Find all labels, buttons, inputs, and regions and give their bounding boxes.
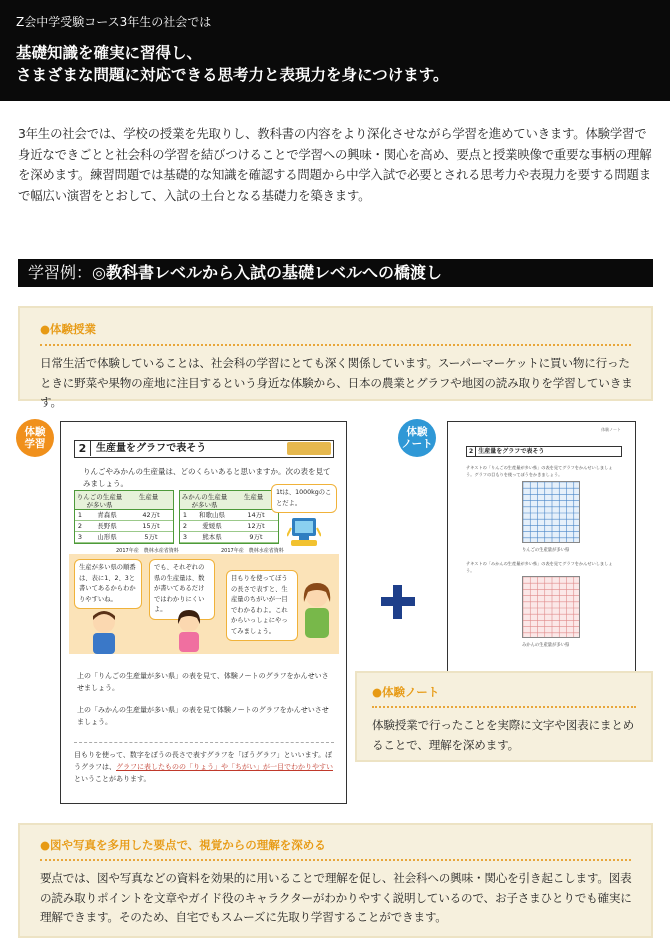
hero-title <box>16 42 654 86</box>
robot-speech-bubble: 1tは、1000kgのことだよ。 <box>271 484 337 513</box>
worksheet-title: 生産量をグラフで表そう <box>96 443 207 454</box>
hero-subtitle: Z会中学受験コース3年生の社会では <box>16 15 212 29</box>
amount-cell: 5万t <box>144 533 158 541</box>
rank-cell: 1 <box>77 511 83 519</box>
hero-banner <box>0 0 670 101</box>
badge-line: 体験 <box>24 426 46 438</box>
worksheet-header <box>74 440 334 458</box>
table-row <box>180 510 278 521</box>
note-number: 2 <box>469 447 476 456</box>
table-row <box>180 521 278 532</box>
rank-cell: 2 <box>77 522 83 530</box>
teacher-character-icon <box>296 580 338 640</box>
example-label: 学習例： <box>28 263 93 282</box>
rank-cell: 1 <box>182 511 188 519</box>
dotted-divider <box>40 859 631 861</box>
question-1: 上の「りんごの生産量が多い県」の表を見て、体験ノートのグラフをかんせいさせましょう。 <box>77 672 329 692</box>
closing-text: 目もりを使って、数字をぼうの長さで表すグラフを「ぼうグラフ」といいます。ぼうグラフは、 <box>74 751 333 771</box>
badge-line: ノート <box>401 438 433 450</box>
apple-table <box>74 490 174 544</box>
amount-cell: 9万t <box>249 533 263 541</box>
table-row <box>180 532 278 543</box>
taiken-note-box <box>355 671 653 762</box>
note-task-2: テキストの「みかんの生産量が多い県」の表を見てグラフをかんせいしましょう。 <box>466 561 613 573</box>
table-header-cell: 生産量 <box>138 493 159 501</box>
mikan-table <box>179 490 279 544</box>
taiken-jugyo-body: 日常生活で体験していることは、社会科の学習にとても深く関係しています。スーパーマーケットに買い物に行ったときに野菜や果物の産地に注目するという身近な体験から、日本の農業とグラフや地図の読み取りを学習していきます。 <box>40 356 633 409</box>
youten-box <box>18 823 653 938</box>
plus-icon <box>381 585 415 619</box>
rank-cell: 3 <box>182 533 188 541</box>
boy-character-icon <box>87 608 121 654</box>
teacher-speech-bubble: 目もりを使ってぼうの長さで表すと、生産量のちがいが一目でわかるわよ。これからいっしょにやってみましょう。 <box>226 570 298 641</box>
hero-title-line1: 基礎知識を確実に習得し、 <box>16 44 203 62</box>
youten-body: 要点では、図や写真などの資料を効果的に用いることで理解を促し、社会科への興味・関心を引き起こします。図表の読み取りポイントを文章やガイド役のキャラクターがわかりやすく説明しているので、お子さまひとりでも確実に理解できます。そのため、自宅でもスムーズに先取り学習することができます。 <box>40 871 632 924</box>
grid-background <box>523 577 580 638</box>
grid-background <box>523 482 580 543</box>
book-logo-icon <box>287 442 331 455</box>
worksheet-closing <box>74 742 334 785</box>
taiken-jugyo-box <box>18 306 653 409</box>
badge-line: 学習 <box>24 438 46 450</box>
pref-cell: 長野県 <box>97 522 117 530</box>
hero-title-line2: さまざまな問題に対応できる思考力と表現力を身につけます。 <box>16 66 449 84</box>
badge-line: 体験 <box>406 426 428 438</box>
closing-text: ということがあります。 <box>74 775 151 783</box>
amount-cell: 15万t <box>142 522 160 530</box>
intro-paragraph: 3年生の社会では、学校の授業を先取りし、教科書の内容をより深化させながら学習を進めていきます。体験学習で身近なできごとと社会科の学習を結びつけることで学習への興味・関心を高め、要点と授業映像で重要な事柄の理解を深めます。練習問題では基礎的な知識を確認する問題から中学入試で必要とされる思考力や表現力を要する問題まで幅広い演習をとおして、入試の土台となる基礎力を築きます。 <box>18 126 652 203</box>
note-top-label: 体験ノート <box>601 427 621 432</box>
table-row <box>75 532 173 543</box>
amount-cell: 12万t <box>247 522 265 530</box>
apple-table-caption: 2017年産 農林水産省資料 <box>116 548 179 554</box>
pref-cell: 山形県 <box>97 533 117 541</box>
closing-highlight: グラフに表したものの「りょう」や「ちがい」が一目でわかりやすい <box>116 763 333 771</box>
example-heading-bar <box>18 259 653 287</box>
plus-bar <box>393 585 402 619</box>
example-title: ◎教科書レベルから入試の基礎レベルへの橋渡し <box>92 263 442 282</box>
note-caption-1: りんごの生産量が多い県 <box>522 548 570 553</box>
table-header-cell: みかんの生産量が多い県 <box>181 493 228 509</box>
rank-cell: 3 <box>77 533 83 541</box>
table-row <box>75 521 173 532</box>
pref-cell: 熊本県 <box>202 533 222 541</box>
note-header <box>466 446 622 457</box>
pref-cell: 和歌山県 <box>199 511 225 519</box>
boy-speech-bubble: 生産が多い県の順番は、表に1、2、3と書いてあるからわかりやすいね。 <box>74 559 142 609</box>
taiken-gakushu-badge <box>16 419 54 457</box>
girl-speech-bubble: でも、それぞれの県の生産量は、数が書いてあるだけではわかりにくいよ。 <box>149 559 215 620</box>
youten-heading: ●図や写真を多用した要点で、視覚からの理解を深める <box>40 838 326 852</box>
pref-cell: 愛媛県 <box>202 522 222 530</box>
table-header-cell: りんごの生産量が多い県 <box>76 493 123 509</box>
question-2: 上の「みかんの生産量が多い県」の表を見て体験ノートのグラフをかんせいさせましょう。 <box>77 706 329 726</box>
taiken-note-body: 体験授業で行ったことを実際に文字や図表にまとめることで、理解を深めます。 <box>372 718 635 752</box>
table-header <box>180 491 278 510</box>
taiken-note-heading: ●体験ノート <box>372 685 440 699</box>
rank-cell: 2 <box>182 522 188 530</box>
textbook-worksheet <box>60 421 347 804</box>
worksheet-intro: りんごやみかんの生産量は、どのくらいあると思いますか。次の表を見てみましょう。 <box>83 467 331 488</box>
table-header <box>75 491 173 510</box>
dotted-divider <box>40 344 631 346</box>
note-task-1: テキストの「りんごの生産量が多い県」の表を見てグラフをかんせいしましょう。グラフの目もりを使ってぼうをかきましょう。 <box>466 465 613 477</box>
table-row <box>75 510 173 521</box>
mikan-table-caption: 2017年産 農林水産省資料 <box>221 548 284 554</box>
taiken-jugyo-heading: ●体験授業 <box>40 322 97 336</box>
dotted-divider <box>372 706 636 708</box>
pref-cell: 青森県 <box>97 511 117 519</box>
taiken-note-badge <box>398 419 436 457</box>
note-caption-2: みかんの生産量が多い県 <box>522 643 570 648</box>
pink-bar-graph-grid <box>522 576 580 638</box>
girl-character-icon <box>173 608 205 652</box>
amount-cell: 14万t <box>247 511 265 519</box>
table-header-cell: 生産量 <box>243 493 264 501</box>
note-title: 生産量をグラフで表そう <box>478 448 545 455</box>
blue-bar-graph-grid <box>522 481 580 543</box>
robot-mascot-icon <box>287 516 321 554</box>
amount-cell: 42万t <box>142 511 160 519</box>
taiken-note-sheet <box>447 421 636 687</box>
worksheet-number: 2 <box>75 441 91 456</box>
